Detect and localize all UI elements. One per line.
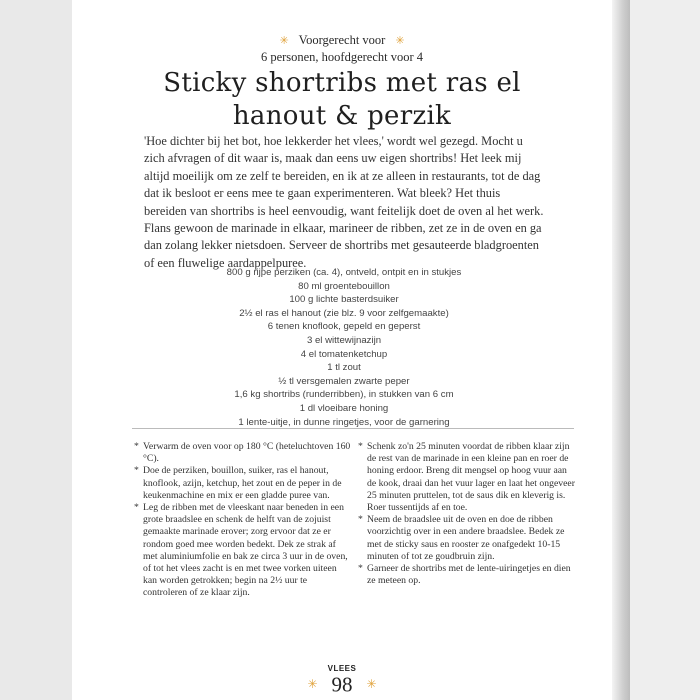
bullet-icon: *	[134, 502, 139, 514]
serving-info	[72, 32, 612, 65]
star-icon: ✳	[395, 35, 405, 47]
ingredient-item: ½ tl versgemalen zwarte peper	[278, 375, 410, 387]
star-icon: ✳	[279, 35, 289, 47]
step-item	[358, 514, 576, 563]
step-text: Schenk zo'n 25 minuten voordat de ribben klaar zijn de rest van de marinade in een kleine pan en roer de honing erdoor. Breng dit mengsel op hoog vuur aan de kook, draai dan het vuur lager en laat het ongeveer 25 minuten pruttelen, tot de saus dik en kleverig is. Roer tussentijds af en toe.	[367, 441, 575, 514]
bullet-icon: *	[134, 465, 139, 477]
serving-line-1: Voorgerecht voor	[298, 33, 386, 47]
ingredient-item: 1,6 kg shortribs (runderribben), in stukken van 6 cm	[234, 389, 454, 401]
background-edge	[630, 0, 700, 700]
recipe-title	[72, 67, 612, 133]
star-icon: ✳	[366, 677, 377, 692]
page-number: 98	[331, 672, 353, 697]
step-item	[134, 465, 352, 502]
ingredient-item: 100 g lichte basterdsuiker	[289, 294, 399, 306]
ingredient-item: 3 el wittewijnazijn	[306, 334, 382, 346]
intro-paragraph: 'Hoe dichter bij het bot, hoe lekkerder het vlees,' wordt wel gezegd. Mocht u zich afvragen of dit waar is, maak dan eens uw eigen shortribs! Het leek mij altijd moeilijk om ze zelf te bereiden, en ik at ze alleen in restaurants, tot de dag dat ik besloot er eens mee te gaan experimenteren. Wat bleek? Het thuis bereiden van shortribs is heel eenvoudig, want feitelijk doet de oven al het werk. Flans gewoon de marinade in elkaar, marineer de ribben, zet ze in de oven en ga dan zolang lekker nietsdoen. Serveer de shortribs met gesauteerde bladgroenten of een fluwelige aardappelpuree.	[144, 134, 544, 270]
ingredient-item: 800 g rijpe perziken (ca. 4), ontveld, ontpit en in stukjes	[226, 267, 462, 278]
book-spine	[612, 0, 630, 700]
ingredient-item: 1 tl zout	[327, 362, 361, 374]
step-text: Verwarm de oven voor op 180 °C (heteluchtoven 160 °C).	[143, 441, 351, 465]
step-item	[358, 441, 576, 514]
ingredients-list	[144, 266, 544, 429]
ingredient-item: 1 lente-uitje, in dunne ringetjes, voor de garnering	[238, 416, 450, 428]
ingredient-item: 80 ml groentebouillon	[298, 280, 390, 292]
steps-left-column	[134, 441, 352, 600]
section-label: VLEES	[327, 664, 357, 673]
page-footer	[72, 664, 612, 697]
step-text: Doe de perziken, bouillon, suiker, ras el hanout, knoflook, azijn, ketchup, het zout en de peper in de keukenmachine en mix er een gladde puree van.	[143, 465, 342, 501]
step-text: Neem de braadslee uit de oven en doe de ribben voorzichtig over in een andere braadslee. Bedek ze met de sticky saus en rooster ze onafgedekt 10-15 minuten of tot ze goudbruin zijn.	[367, 514, 565, 562]
step-item	[134, 441, 352, 465]
recipe-intro	[144, 133, 544, 272]
divider	[132, 428, 574, 429]
recipe-title-line-2: hanout & perzik	[232, 101, 452, 131]
serving-line-2: 6 personen, hoofdgerecht voor 4	[260, 50, 424, 64]
bullet-icon: *	[358, 563, 363, 575]
steps-right-column	[358, 441, 576, 587]
step-text: Garneer de shortribs met de lente-uiringetjes en dien ze meteen op.	[367, 563, 571, 587]
ingredient-item: 6 tenen knoflook, gepeld en geperst	[267, 321, 421, 333]
star-icon: ✳	[307, 677, 318, 692]
recipe-title-line-1: Sticky shortribs met ras el	[163, 68, 521, 98]
step-item	[358, 563, 576, 587]
bullet-icon: *	[134, 441, 139, 452]
step-text: Leg de ribben met de vleeskant naar beneden in een grote braadslee en schenk de helft van de zojuist gemaakte marinade erover; zorg ervoor dat ze er rondom goed mee worden bedekt. Dek ze strak af met aluminiumfolie en bak ze circa 3 uur in de oven, of tot het vlees zacht is en met twee vorken uiteen kan worden getrokken; begin na 2½ uur te controleren of ze klaar zijn.	[143, 502, 348, 599]
step-item	[134, 502, 352, 600]
ingredient-item: 2½ el ras el hanout (zie blz. 9 voor zelfgemaakte)	[239, 307, 449, 319]
bullet-icon: *	[358, 441, 363, 452]
ingredient-item: 1 dl vloeibare honing	[299, 402, 389, 414]
bullet-icon: *	[358, 514, 363, 526]
ingredient-item: 4 el tomatenketchup	[300, 348, 388, 360]
